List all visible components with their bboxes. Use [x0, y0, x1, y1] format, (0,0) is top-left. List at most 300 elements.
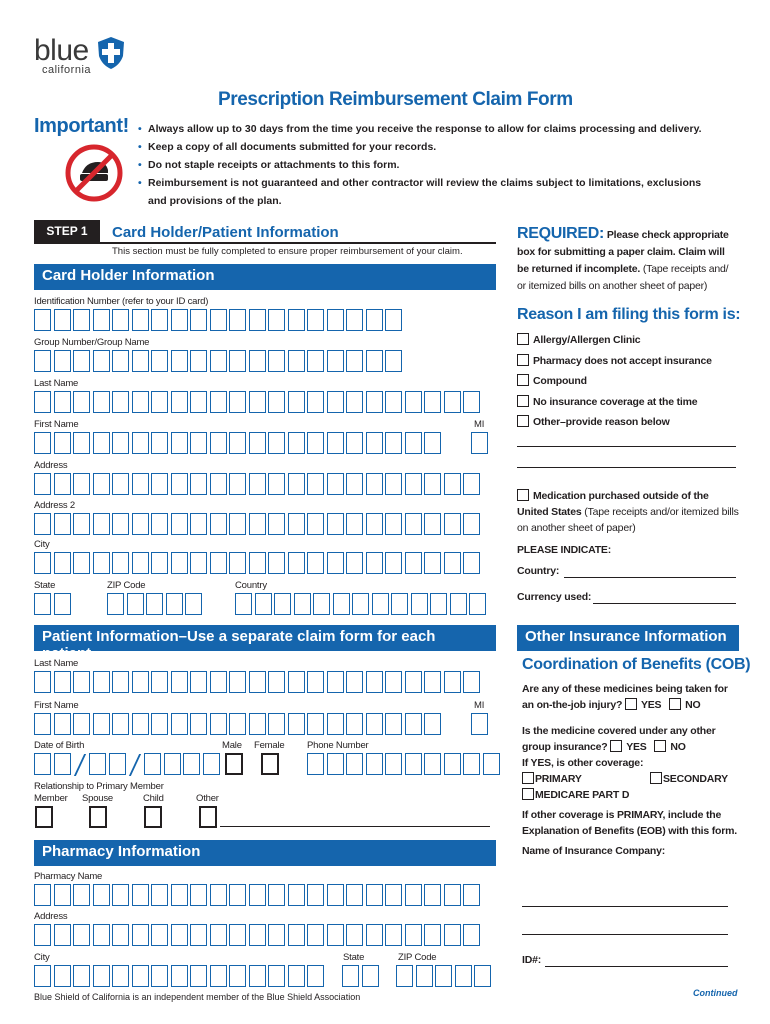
char-box[interactable]	[346, 473, 363, 495]
char-box[interactable]	[151, 713, 168, 735]
char-box[interactable]	[288, 513, 305, 535]
checkbox[interactable]	[517, 354, 529, 366]
char-box[interactable]	[73, 350, 90, 372]
char-box[interactable]	[93, 309, 110, 331]
char-box[interactable]	[229, 924, 246, 946]
char-box[interactable]	[366, 513, 383, 535]
char-box[interactable]	[405, 391, 422, 413]
char-box[interactable]	[54, 432, 71, 454]
char-box[interactable]	[132, 391, 149, 413]
currency-line[interactable]	[593, 603, 736, 604]
char-box[interactable]	[424, 552, 441, 574]
char-box[interactable]	[73, 391, 90, 413]
outside-us-checkbox[interactable]	[517, 489, 529, 501]
char-box[interactable]	[346, 350, 363, 372]
dob-box[interactable]	[164, 753, 181, 775]
char-box[interactable]	[73, 552, 90, 574]
char-box[interactable]	[405, 671, 422, 693]
char-box[interactable]	[346, 924, 363, 946]
char-box[interactable]	[93, 671, 110, 693]
pharmacy-zip-field[interactable]	[396, 965, 494, 987]
char-box[interactable]	[210, 309, 227, 331]
char-box[interactable]	[93, 473, 110, 495]
char-box[interactable]	[405, 753, 422, 775]
char-box[interactable]	[229, 309, 246, 331]
char-box[interactable]	[307, 552, 324, 574]
state-field[interactable]	[34, 593, 73, 615]
checkbox[interactable]	[517, 415, 529, 427]
char-box[interactable]	[385, 391, 402, 413]
char-box[interactable]	[73, 473, 90, 495]
char-box[interactable]	[268, 350, 285, 372]
char-box[interactable]	[249, 884, 266, 906]
char-box[interactable]	[151, 552, 168, 574]
char-box[interactable]	[93, 884, 110, 906]
char-box[interactable]	[151, 350, 168, 372]
id-line[interactable]	[545, 966, 728, 967]
char-box[interactable]	[327, 391, 344, 413]
char-box[interactable]	[327, 473, 344, 495]
char-box[interactable]	[385, 432, 402, 454]
char-box[interactable]	[229, 671, 246, 693]
char-box[interactable]	[132, 884, 149, 906]
char-box[interactable]	[249, 350, 266, 372]
char-box[interactable]	[54, 309, 71, 331]
char-box[interactable]	[132, 552, 149, 574]
char-box[interactable]	[235, 593, 252, 615]
char-box[interactable]	[366, 713, 383, 735]
char-box[interactable]	[366, 924, 383, 946]
char-box[interactable]	[54, 391, 71, 413]
char-box[interactable]	[127, 593, 144, 615]
char-box[interactable]	[416, 965, 433, 987]
dob-box[interactable]	[34, 753, 51, 775]
char-box[interactable]	[112, 552, 129, 574]
reason-line-1[interactable]	[517, 446, 736, 447]
spouse-checkbox[interactable]	[89, 806, 107, 828]
no-checkbox[interactable]	[669, 698, 681, 710]
char-box[interactable]	[54, 593, 71, 615]
char-box[interactable]	[210, 473, 227, 495]
last-name-field[interactable]	[34, 391, 483, 413]
char-box[interactable]	[385, 552, 402, 574]
char-box[interactable]	[385, 513, 402, 535]
char-box[interactable]	[471, 432, 488, 454]
char-box[interactable]	[132, 473, 149, 495]
char-box[interactable]	[93, 350, 110, 372]
char-box[interactable]	[307, 309, 324, 331]
char-box[interactable]	[474, 965, 491, 987]
char-box[interactable]	[366, 884, 383, 906]
char-box[interactable]	[288, 350, 305, 372]
char-box[interactable]	[396, 965, 413, 987]
char-box[interactable]	[463, 924, 480, 946]
char-box[interactable]	[34, 965, 51, 987]
char-box[interactable]	[34, 593, 51, 615]
char-box[interactable]	[190, 924, 207, 946]
char-box[interactable]	[444, 753, 461, 775]
dob-box[interactable]	[144, 753, 161, 775]
char-box[interactable]	[288, 671, 305, 693]
char-box[interactable]	[483, 753, 500, 775]
insurance-company-line-1[interactable]	[522, 906, 728, 907]
char-box[interactable]	[385, 350, 402, 372]
char-box[interactable]	[34, 713, 51, 735]
char-box[interactable]	[54, 350, 71, 372]
char-box[interactable]	[307, 671, 324, 693]
char-box[interactable]	[405, 713, 422, 735]
char-box[interactable]	[229, 552, 246, 574]
reason-option-allergy[interactable]	[517, 330, 712, 351]
char-box[interactable]	[463, 391, 480, 413]
char-box[interactable]	[93, 713, 110, 735]
char-box[interactable]	[430, 593, 447, 615]
country-field[interactable]	[235, 593, 489, 615]
medicare-checkbox[interactable]	[522, 788, 534, 800]
char-box[interactable]	[385, 473, 402, 495]
char-box[interactable]	[424, 753, 441, 775]
char-box[interactable]	[151, 432, 168, 454]
char-box[interactable]	[190, 513, 207, 535]
char-box[interactable]	[185, 593, 202, 615]
char-box[interactable]	[210, 432, 227, 454]
char-box[interactable]	[346, 753, 363, 775]
char-box[interactable]	[93, 965, 110, 987]
child-checkbox[interactable]	[144, 806, 162, 828]
char-box[interactable]	[249, 713, 266, 735]
char-box[interactable]	[346, 552, 363, 574]
char-box[interactable]	[366, 473, 383, 495]
char-box[interactable]	[54, 671, 71, 693]
char-box[interactable]	[249, 391, 266, 413]
char-box[interactable]	[151, 924, 168, 946]
char-box[interactable]	[190, 432, 207, 454]
dob-box[interactable]	[183, 753, 200, 775]
char-box[interactable]	[210, 713, 227, 735]
char-box[interactable]	[112, 884, 129, 906]
char-box[interactable]	[171, 671, 188, 693]
char-box[interactable]	[112, 350, 129, 372]
char-box[interactable]	[327, 309, 344, 331]
char-box[interactable]	[112, 924, 129, 946]
char-box[interactable]	[171, 309, 188, 331]
char-box[interactable]	[455, 965, 472, 987]
char-box[interactable]	[327, 552, 344, 574]
char-box[interactable]	[210, 965, 227, 987]
char-box[interactable]	[73, 713, 90, 735]
address2-field[interactable]	[34, 513, 483, 535]
char-box[interactable]	[151, 965, 168, 987]
char-box[interactable]	[93, 432, 110, 454]
char-box[interactable]	[327, 350, 344, 372]
checkbox[interactable]	[517, 395, 529, 407]
char-box[interactable]	[385, 309, 402, 331]
char-box[interactable]	[132, 671, 149, 693]
reason-option-pharmacy[interactable]	[517, 351, 712, 372]
char-box[interactable]	[93, 513, 110, 535]
char-box[interactable]	[268, 924, 285, 946]
char-box[interactable]	[444, 473, 461, 495]
char-box[interactable]	[171, 391, 188, 413]
char-box[interactable]	[463, 552, 480, 574]
char-box[interactable]	[463, 473, 480, 495]
char-box[interactable]	[268, 671, 285, 693]
char-box[interactable]	[288, 432, 305, 454]
char-box[interactable]	[288, 391, 305, 413]
char-box[interactable]	[435, 965, 452, 987]
char-box[interactable]	[424, 432, 441, 454]
insurance-company-line-2[interactable]	[522, 934, 728, 935]
char-box[interactable]	[333, 593, 350, 615]
char-box[interactable]	[210, 671, 227, 693]
char-box[interactable]	[112, 473, 129, 495]
char-box[interactable]	[424, 924, 441, 946]
char-box[interactable]	[424, 884, 441, 906]
char-box[interactable]	[346, 884, 363, 906]
char-box[interactable]	[151, 309, 168, 331]
char-box[interactable]	[54, 924, 71, 946]
char-box[interactable]	[307, 432, 324, 454]
char-box[interactable]	[424, 713, 441, 735]
char-box[interactable]	[405, 924, 422, 946]
char-box[interactable]	[268, 513, 285, 535]
char-box[interactable]	[34, 513, 51, 535]
pharmacy-address-field[interactable]	[34, 924, 483, 946]
char-box[interactable]	[34, 552, 51, 574]
char-box[interactable]	[112, 391, 129, 413]
char-box[interactable]	[444, 513, 461, 535]
char-box[interactable]	[112, 965, 129, 987]
char-box[interactable]	[366, 391, 383, 413]
char-box[interactable]	[268, 432, 285, 454]
char-box[interactable]	[171, 713, 188, 735]
char-box[interactable]	[463, 513, 480, 535]
first-name-field[interactable]	[34, 432, 444, 454]
char-box[interactable]	[73, 884, 90, 906]
char-box[interactable]	[190, 350, 207, 372]
char-box[interactable]	[34, 309, 51, 331]
char-box[interactable]	[268, 473, 285, 495]
char-box[interactable]	[210, 513, 227, 535]
char-box[interactable]	[288, 473, 305, 495]
char-box[interactable]	[294, 593, 311, 615]
char-box[interactable]	[73, 671, 90, 693]
char-box[interactable]	[210, 350, 227, 372]
char-box[interactable]	[34, 350, 51, 372]
char-box[interactable]	[132, 513, 149, 535]
char-box[interactable]	[307, 753, 324, 775]
char-box[interactable]	[307, 924, 324, 946]
char-box[interactable]	[327, 753, 344, 775]
char-box[interactable]	[346, 309, 363, 331]
checkbox[interactable]	[517, 333, 529, 345]
char-box[interactable]	[132, 432, 149, 454]
reason-option-other[interactable]	[517, 412, 712, 433]
yes-checkbox[interactable]	[625, 698, 637, 710]
char-box[interactable]	[107, 593, 124, 615]
char-box[interactable]	[73, 432, 90, 454]
char-box[interactable]	[34, 924, 51, 946]
char-box[interactable]	[424, 391, 441, 413]
char-box[interactable]	[405, 432, 422, 454]
char-box[interactable]	[54, 965, 71, 987]
char-box[interactable]	[229, 432, 246, 454]
checkbox[interactable]	[517, 374, 529, 386]
char-box[interactable]	[346, 391, 363, 413]
char-box[interactable]	[249, 432, 266, 454]
reason-option-compound[interactable]	[517, 371, 712, 392]
char-box[interactable]	[307, 713, 324, 735]
char-box[interactable]	[366, 753, 383, 775]
char-box[interactable]	[268, 552, 285, 574]
char-box[interactable]	[229, 350, 246, 372]
char-box[interactable]	[229, 473, 246, 495]
char-box[interactable]	[210, 924, 227, 946]
char-box[interactable]	[463, 884, 480, 906]
char-box[interactable]	[385, 713, 402, 735]
char-box[interactable]	[34, 432, 51, 454]
char-box[interactable]	[307, 513, 324, 535]
char-box[interactable]	[54, 713, 71, 735]
char-box[interactable]	[171, 513, 188, 535]
char-box[interactable]	[385, 671, 402, 693]
char-box[interactable]	[146, 593, 163, 615]
char-box[interactable]	[249, 552, 266, 574]
patient-first-name-field[interactable]	[34, 713, 444, 735]
char-box[interactable]	[327, 671, 344, 693]
char-box[interactable]	[346, 432, 363, 454]
char-box[interactable]	[229, 513, 246, 535]
char-box[interactable]	[229, 713, 246, 735]
char-box[interactable]	[405, 513, 422, 535]
char-box[interactable]	[366, 432, 383, 454]
group-number-field[interactable]	[34, 350, 405, 372]
char-box[interactable]	[249, 671, 266, 693]
char-box[interactable]	[190, 671, 207, 693]
char-box[interactable]	[385, 884, 402, 906]
char-box[interactable]	[54, 513, 71, 535]
char-box[interactable]	[366, 309, 383, 331]
char-box[interactable]	[327, 432, 344, 454]
char-box[interactable]	[34, 671, 51, 693]
char-box[interactable]	[151, 671, 168, 693]
char-box[interactable]	[385, 753, 402, 775]
char-box[interactable]	[346, 513, 363, 535]
char-box[interactable]	[229, 965, 246, 987]
char-box[interactable]	[151, 513, 168, 535]
char-box[interactable]	[352, 593, 369, 615]
char-box[interactable]	[327, 513, 344, 535]
primary-checkbox[interactable]	[522, 772, 534, 784]
char-box[interactable]	[171, 965, 188, 987]
char-box[interactable]	[274, 593, 291, 615]
char-box[interactable]	[346, 671, 363, 693]
pharmacy-city-field[interactable]	[34, 965, 327, 987]
char-box[interactable]	[372, 593, 389, 615]
phone-field[interactable]	[307, 753, 502, 775]
char-box[interactable]	[190, 884, 207, 906]
char-box[interactable]	[171, 473, 188, 495]
other-relationship-line[interactable]	[220, 826, 490, 827]
pharmacy-state-field[interactable]	[342, 965, 381, 987]
char-box[interactable]	[190, 473, 207, 495]
reason-line-2[interactable]	[517, 467, 736, 468]
char-box[interactable]	[307, 391, 324, 413]
char-box[interactable]	[132, 713, 149, 735]
char-box[interactable]	[444, 671, 461, 693]
char-box[interactable]	[362, 965, 379, 987]
char-box[interactable]	[366, 552, 383, 574]
char-box[interactable]	[171, 924, 188, 946]
char-box[interactable]	[342, 965, 359, 987]
char-box[interactable]	[112, 432, 129, 454]
other-checkbox[interactable]	[199, 806, 217, 828]
char-box[interactable]	[34, 473, 51, 495]
secondary-checkbox[interactable]	[650, 772, 662, 784]
char-box[interactable]	[171, 552, 188, 574]
char-box[interactable]	[132, 350, 149, 372]
char-box[interactable]	[288, 884, 305, 906]
female-checkbox[interactable]	[261, 753, 279, 775]
char-box[interactable]	[424, 473, 441, 495]
char-box[interactable]	[210, 552, 227, 574]
char-box[interactable]	[366, 350, 383, 372]
char-box[interactable]	[112, 309, 129, 331]
char-box[interactable]	[391, 593, 408, 615]
char-box[interactable]	[327, 924, 344, 946]
char-box[interactable]	[444, 552, 461, 574]
char-box[interactable]	[132, 309, 149, 331]
char-box[interactable]	[444, 884, 461, 906]
patient-last-name-field[interactable]	[34, 671, 483, 693]
char-box[interactable]	[249, 965, 266, 987]
char-box[interactable]	[112, 713, 129, 735]
char-box[interactable]	[73, 513, 90, 535]
char-box[interactable]	[190, 965, 207, 987]
char-box[interactable]	[73, 965, 90, 987]
char-box[interactable]	[385, 924, 402, 946]
char-box[interactable]	[424, 513, 441, 535]
char-box[interactable]	[73, 924, 90, 946]
char-box[interactable]	[255, 593, 272, 615]
pharmacy-name-field[interactable]	[34, 884, 483, 906]
char-box[interactable]	[151, 473, 168, 495]
char-box[interactable]	[444, 391, 461, 413]
char-box[interactable]	[171, 884, 188, 906]
char-box[interactable]	[166, 593, 183, 615]
char-box[interactable]	[132, 965, 149, 987]
char-box[interactable]	[54, 884, 71, 906]
char-box[interactable]	[450, 593, 467, 615]
mi-field[interactable]	[471, 432, 491, 454]
char-box[interactable]	[249, 473, 266, 495]
char-box[interactable]	[405, 552, 422, 574]
char-box[interactable]	[171, 432, 188, 454]
dob-box[interactable]	[203, 753, 220, 775]
char-box[interactable]	[327, 884, 344, 906]
city-field[interactable]	[34, 552, 483, 574]
char-box[interactable]	[34, 391, 51, 413]
char-box[interactable]	[112, 671, 129, 693]
char-box[interactable]	[405, 884, 422, 906]
char-box[interactable]	[210, 884, 227, 906]
reason-option-no-coverage[interactable]	[517, 392, 712, 413]
char-box[interactable]	[93, 552, 110, 574]
char-box[interactable]	[471, 713, 488, 735]
char-box[interactable]	[366, 671, 383, 693]
char-box[interactable]	[54, 552, 71, 574]
member-checkbox[interactable]	[35, 806, 53, 828]
